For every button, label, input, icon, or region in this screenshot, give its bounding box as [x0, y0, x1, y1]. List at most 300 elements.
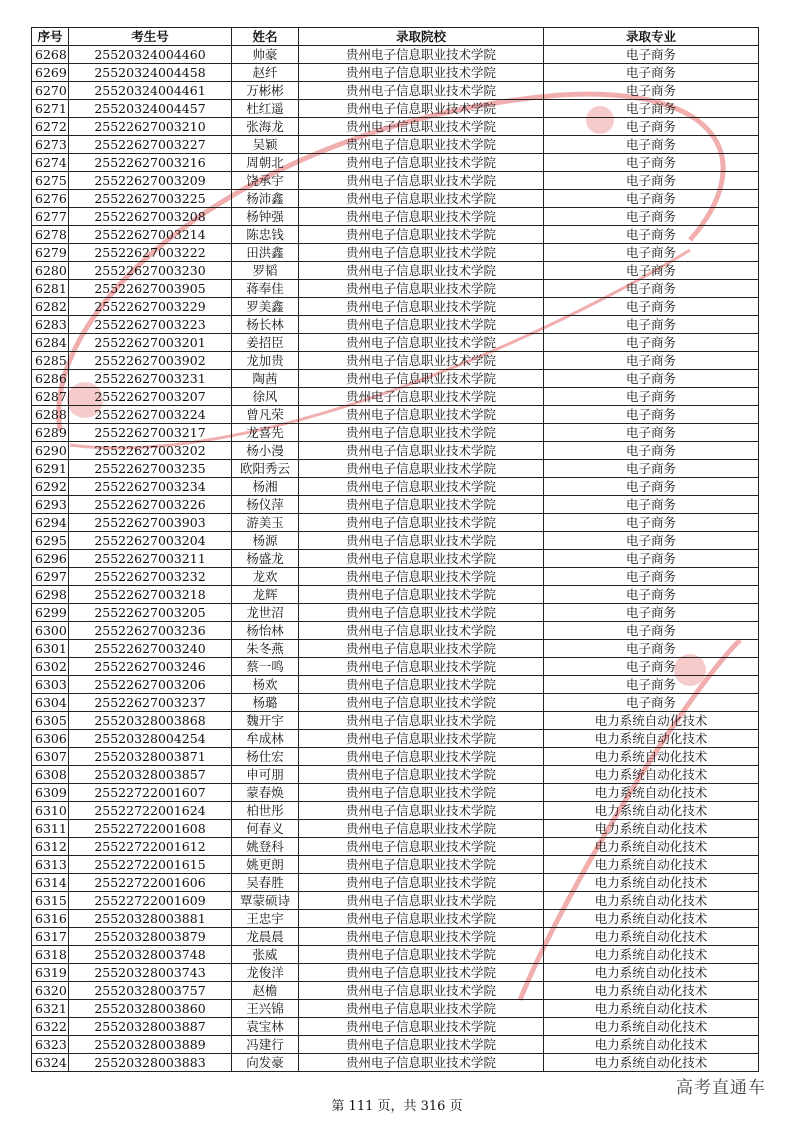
- cell-name: 冯建行: [232, 1036, 299, 1054]
- cell-seq: 6290: [32, 442, 69, 460]
- cell-school: 贵州电子信息职业技术学院: [299, 568, 544, 586]
- cell-major: 电子商务: [544, 514, 759, 532]
- cell-major: 电子商务: [544, 586, 759, 604]
- cell-major: 电子商务: [544, 568, 759, 586]
- cell-exam-no: 25522627003231: [69, 370, 232, 388]
- cell-name: 万彬彬: [232, 82, 299, 100]
- cell-school: 贵州电子信息职业技术学院: [299, 208, 544, 226]
- cell-major: 电力系统自动化技术: [544, 1036, 759, 1054]
- cell-major: 电子商务: [544, 460, 759, 478]
- cell-exam-no: 25522627003224: [69, 406, 232, 424]
- cell-seq: 6320: [32, 982, 69, 1000]
- cell-school: 贵州电子信息职业技术学院: [299, 460, 544, 478]
- cell-major: 电子商务: [544, 154, 759, 172]
- cell-seq: 6296: [32, 550, 69, 568]
- watermark-text: 高考直通车: [676, 1078, 766, 1098]
- cell-seq: 6303: [32, 676, 69, 694]
- cell-name: 张威: [232, 946, 299, 964]
- cell-name: 杨仪萍: [232, 496, 299, 514]
- cell-seq: 6272: [32, 118, 69, 136]
- cell-major: 电子商务: [544, 550, 759, 568]
- cell-seq: 6307: [32, 748, 69, 766]
- cell-seq: 6313: [32, 856, 69, 874]
- cell-seq: 6308: [32, 766, 69, 784]
- cell-exam-no: 25522722001624: [69, 802, 232, 820]
- table-row: [32, 946, 759, 964]
- cell-exam-no: 25520328004254: [69, 730, 232, 748]
- cell-exam-no: 25522627003232: [69, 568, 232, 586]
- cell-school: 贵州电子信息职业技术学院: [299, 910, 544, 928]
- cell-seq: 6310: [32, 802, 69, 820]
- table-row: [32, 496, 759, 514]
- cell-name: 王忠宇: [232, 910, 299, 928]
- cell-name: 杨璐: [232, 694, 299, 712]
- cell-name: 袁宝林: [232, 1018, 299, 1036]
- cell-exam-no: 25522627003902: [69, 352, 232, 370]
- cell-school: 贵州电子信息职业技术学院: [299, 316, 544, 334]
- cell-exam-no: 25522627003240: [69, 640, 232, 658]
- cell-name: 罗韬: [232, 262, 299, 280]
- table-row: [32, 622, 759, 640]
- cell-school: 贵州电子信息职业技术学院: [299, 64, 544, 82]
- cell-name: 饶承宇: [232, 172, 299, 190]
- cell-school: 贵州电子信息职业技术学院: [299, 550, 544, 568]
- cell-exam-no: 25520328003879: [69, 928, 232, 946]
- cell-major: 电子商务: [544, 442, 759, 460]
- cell-school: 贵州电子信息职业技术学院: [299, 262, 544, 280]
- table-row: [32, 64, 759, 82]
- cell-school: 贵州电子信息职业技术学院: [299, 946, 544, 964]
- cell-seq: 6312: [32, 838, 69, 856]
- table-row: [32, 208, 759, 226]
- cell-name: 吴颖: [232, 136, 299, 154]
- cell-exam-no: 25522627003903: [69, 514, 232, 532]
- cell-school: 贵州电子信息职业技术学院: [299, 1054, 544, 1072]
- cell-school: 贵州电子信息职业技术学院: [299, 298, 544, 316]
- cell-major: 电力系统自动化技术: [544, 784, 759, 802]
- cell-school: 贵州电子信息职业技术学院: [299, 586, 544, 604]
- cell-school: 贵州电子信息职业技术学院: [299, 478, 544, 496]
- table-row: [32, 766, 759, 784]
- table-row: [32, 244, 759, 262]
- cell-major: 电子商务: [544, 208, 759, 226]
- cell-seq: 6286: [32, 370, 69, 388]
- cell-major: 电子商务: [544, 262, 759, 280]
- cell-major: 电子商务: [544, 676, 759, 694]
- cell-seq: 6275: [32, 172, 69, 190]
- cell-major: 电力系统自动化技术: [544, 802, 759, 820]
- cell-seq: 6283: [32, 316, 69, 334]
- table-row: [32, 406, 759, 424]
- header-seq: 序号: [32, 28, 69, 46]
- table-row: [32, 712, 759, 730]
- cell-exam-no: 25522627003230: [69, 262, 232, 280]
- cell-name: 龙喜先: [232, 424, 299, 442]
- cell-school: 贵州电子信息职业技术学院: [299, 622, 544, 640]
- cell-name: 杨怡林: [232, 622, 299, 640]
- cell-seq: 6280: [32, 262, 69, 280]
- cell-exam-no: 25520324004461: [69, 82, 232, 100]
- cell-exam-no: 25520324004458: [69, 64, 232, 82]
- cell-seq: 6297: [32, 568, 69, 586]
- cell-name: 陶茜: [232, 370, 299, 388]
- cell-exam-no: 25522627003234: [69, 478, 232, 496]
- cell-name: 张海龙: [232, 118, 299, 136]
- table-row: [32, 136, 759, 154]
- table-row: [32, 748, 759, 766]
- cell-school: 贵州电子信息职业技术学院: [299, 766, 544, 784]
- cell-major: 电子商务: [544, 280, 759, 298]
- cell-major: 电子商务: [544, 604, 759, 622]
- cell-name: 姚登科: [232, 838, 299, 856]
- cell-name: 周朝北: [232, 154, 299, 172]
- cell-exam-no: 25520324004460: [69, 46, 232, 64]
- cell-seq: 6278: [32, 226, 69, 244]
- cell-exam-no: 25520328003857: [69, 766, 232, 784]
- table-row: [32, 1036, 759, 1054]
- table-body: [32, 46, 759, 1072]
- cell-school: 贵州电子信息职业技术学院: [299, 352, 544, 370]
- cell-exam-no: 25520328003887: [69, 1018, 232, 1036]
- table-row: [32, 424, 759, 442]
- cell-seq: 6317: [32, 928, 69, 946]
- cell-seq: 6305: [32, 712, 69, 730]
- cell-name: 朱冬燕: [232, 640, 299, 658]
- table-row: [32, 784, 759, 802]
- cell-exam-no: 25522627003201: [69, 334, 232, 352]
- cell-name: 杨沛鑫: [232, 190, 299, 208]
- cell-seq: 6301: [32, 640, 69, 658]
- cell-school: 贵州电子信息职业技术学院: [299, 532, 544, 550]
- cell-school: 贵州电子信息职业技术学院: [299, 370, 544, 388]
- cell-school: 贵州电子信息职业技术学院: [299, 658, 544, 676]
- cell-exam-no: 25520328003860: [69, 1000, 232, 1018]
- cell-seq: 6294: [32, 514, 69, 532]
- cell-seq: 6319: [32, 964, 69, 982]
- cell-name: 向发豪: [232, 1054, 299, 1072]
- cell-seq: 6300: [32, 622, 69, 640]
- table-row: [32, 910, 759, 928]
- table-row: [32, 658, 759, 676]
- cell-exam-no: 25522627003216: [69, 154, 232, 172]
- cell-seq: 6318: [32, 946, 69, 964]
- cell-major: 电子商务: [544, 298, 759, 316]
- cell-exam-no: 25522627003246: [69, 658, 232, 676]
- cell-seq: 6299: [32, 604, 69, 622]
- cell-seq: 6309: [32, 784, 69, 802]
- table-row: [32, 190, 759, 208]
- table-header-row: [32, 28, 759, 46]
- cell-exam-no: 25522627003205: [69, 604, 232, 622]
- cell-seq: 6306: [32, 730, 69, 748]
- cell-major: 电子商务: [544, 694, 759, 712]
- cell-major: 电力系统自动化技术: [544, 712, 759, 730]
- cell-name: 龙世沼: [232, 604, 299, 622]
- cell-major: 电子商务: [544, 226, 759, 244]
- table-row: [32, 838, 759, 856]
- cell-exam-no: 25522627003905: [69, 280, 232, 298]
- cell-name: 蒋奉佳: [232, 280, 299, 298]
- cell-name: 田洪鑫: [232, 244, 299, 262]
- cell-name: 龙欢: [232, 568, 299, 586]
- table-row: [32, 550, 759, 568]
- table-row: [32, 118, 759, 136]
- cell-major: 电子商务: [544, 658, 759, 676]
- cell-seq: 6287: [32, 388, 69, 406]
- cell-name: 欧阳秀云: [232, 460, 299, 478]
- cell-school: 贵州电子信息职业技术学院: [299, 496, 544, 514]
- cell-seq: 6269: [32, 64, 69, 82]
- cell-exam-no: 25522722001615: [69, 856, 232, 874]
- cell-exam-no: 25522627003204: [69, 532, 232, 550]
- cell-major: 电子商务: [544, 136, 759, 154]
- cell-seq: 6288: [32, 406, 69, 424]
- cell-exam-no: 25522627003206: [69, 676, 232, 694]
- header-name: 姓名: [232, 28, 299, 46]
- table-row: [32, 46, 759, 64]
- cell-name: 杨欢: [232, 676, 299, 694]
- cell-school: 贵州电子信息职业技术学院: [299, 406, 544, 424]
- table-row: [32, 820, 759, 838]
- cell-major: 电子商务: [544, 172, 759, 190]
- cell-school: 贵州电子信息职业技术学院: [299, 838, 544, 856]
- cell-exam-no: 25522627003207: [69, 388, 232, 406]
- cell-name: 陈忠钱: [232, 226, 299, 244]
- cell-seq: 6281: [32, 280, 69, 298]
- cell-school: 贵州电子信息职业技术学院: [299, 928, 544, 946]
- table-row: [32, 280, 759, 298]
- table-row: [32, 586, 759, 604]
- table-row: [32, 568, 759, 586]
- cell-school: 贵州电子信息职业技术学院: [299, 730, 544, 748]
- cell-school: 贵州电子信息职业技术学院: [299, 118, 544, 136]
- cell-exam-no: 25520328003871: [69, 748, 232, 766]
- cell-name: 龙俊洋: [232, 964, 299, 982]
- cell-major: 电子商务: [544, 496, 759, 514]
- cell-seq: 6298: [32, 586, 69, 604]
- cell-seq: 6274: [32, 154, 69, 172]
- table-row: [32, 532, 759, 550]
- cell-seq: 6291: [32, 460, 69, 478]
- cell-exam-no: 25520328003748: [69, 946, 232, 964]
- cell-major: 电力系统自动化技术: [544, 856, 759, 874]
- cell-major: 电子商务: [544, 244, 759, 262]
- cell-school: 贵州电子信息职业技术学院: [299, 1000, 544, 1018]
- cell-school: 贵州电子信息职业技术学院: [299, 226, 544, 244]
- cell-school: 贵州电子信息职业技术学院: [299, 1018, 544, 1036]
- cell-name: 杨钟强: [232, 208, 299, 226]
- cell-seq: 6295: [32, 532, 69, 550]
- cell-major: 电子商务: [544, 478, 759, 496]
- cell-school: 贵州电子信息职业技术学院: [299, 136, 544, 154]
- header-major: 录取专业: [544, 28, 759, 46]
- table-row: [32, 172, 759, 190]
- cell-major: 电子商务: [544, 370, 759, 388]
- cell-name: 杨源: [232, 532, 299, 550]
- cell-exam-no: 25522627003226: [69, 496, 232, 514]
- cell-name: 杨小漫: [232, 442, 299, 460]
- cell-exam-no: 25522627003235: [69, 460, 232, 478]
- cell-major: 电子商务: [544, 406, 759, 424]
- cell-seq: 6282: [32, 298, 69, 316]
- cell-name: 赵檐: [232, 982, 299, 1000]
- cell-major: 电力系统自动化技术: [544, 1000, 759, 1018]
- cell-name: 龙晨晨: [232, 928, 299, 946]
- cell-seq: 6315: [32, 892, 69, 910]
- cell-exam-no: 25522627003236: [69, 622, 232, 640]
- cell-name: 杜红遥: [232, 100, 299, 118]
- cell-major: 电力系统自动化技术: [544, 982, 759, 1000]
- table-row: [32, 874, 759, 892]
- cell-school: 贵州电子信息职业技术学院: [299, 190, 544, 208]
- table-row: [32, 730, 759, 748]
- cell-school: 贵州电子信息职业技术学院: [299, 424, 544, 442]
- cell-name: 杨仕宏: [232, 748, 299, 766]
- cell-name: 申可朋: [232, 766, 299, 784]
- cell-major: 电力系统自动化技术: [544, 1018, 759, 1036]
- cell-seq: 6304: [32, 694, 69, 712]
- cell-exam-no: 25522627003218: [69, 586, 232, 604]
- table-row: [32, 442, 759, 460]
- cell-seq: 6322: [32, 1018, 69, 1036]
- cell-seq: 6279: [32, 244, 69, 262]
- cell-major: 电子商务: [544, 316, 759, 334]
- cell-name: 姚更朗: [232, 856, 299, 874]
- cell-exam-no: 25520328003881: [69, 910, 232, 928]
- cell-seq: 6268: [32, 46, 69, 64]
- cell-seq: 6276: [32, 190, 69, 208]
- cell-name: 帅豪: [232, 46, 299, 64]
- cell-name: 吴春胜: [232, 874, 299, 892]
- table-row: [32, 262, 759, 280]
- cell-school: 贵州电子信息职业技术学院: [299, 892, 544, 910]
- table-row: [32, 964, 759, 982]
- cell-name: 龙辉: [232, 586, 299, 604]
- cell-major: 电子商务: [544, 64, 759, 82]
- table-row: [32, 334, 759, 352]
- cell-major: 电力系统自动化技术: [544, 946, 759, 964]
- cell-major: 电子商务: [544, 622, 759, 640]
- cell-major: 电力系统自动化技术: [544, 820, 759, 838]
- cell-major: 电力系统自动化技术: [544, 892, 759, 910]
- table-row: [32, 892, 759, 910]
- cell-name: 罗美鑫: [232, 298, 299, 316]
- cell-school: 贵州电子信息职业技术学院: [299, 676, 544, 694]
- table-row: [32, 370, 759, 388]
- cell-seq: 6314: [32, 874, 69, 892]
- cell-exam-no: 25522627003227: [69, 136, 232, 154]
- cell-seq: 6285: [32, 352, 69, 370]
- cell-major: 电子商务: [544, 46, 759, 64]
- table-row: [32, 460, 759, 478]
- cell-name: 何春义: [232, 820, 299, 838]
- cell-school: 贵州电子信息职业技术学院: [299, 856, 544, 874]
- cell-major: 电力系统自动化技术: [544, 928, 759, 946]
- table-row: [32, 856, 759, 874]
- cell-exam-no: 25522722001607: [69, 784, 232, 802]
- cell-name: 赵纤: [232, 64, 299, 82]
- cell-school: 贵州电子信息职业技术学院: [299, 982, 544, 1000]
- cell-school: 贵州电子信息职业技术学院: [299, 82, 544, 100]
- cell-major: 电子商务: [544, 388, 759, 406]
- cell-school: 贵州电子信息职业技术学院: [299, 514, 544, 532]
- cell-exam-no: 25522627003211: [69, 550, 232, 568]
- cell-name: 蒙春焕: [232, 784, 299, 802]
- cell-seq: 6270: [32, 82, 69, 100]
- cell-exam-no: 25522627003223: [69, 316, 232, 334]
- table-row: [32, 226, 759, 244]
- cell-name: 龙加贵: [232, 352, 299, 370]
- cell-school: 贵州电子信息职业技术学院: [299, 388, 544, 406]
- cell-major: 电子商务: [544, 424, 759, 442]
- cell-name: 杨长林: [232, 316, 299, 334]
- cell-exam-no: 25522722001612: [69, 838, 232, 856]
- cell-exam-no: 25520328003883: [69, 1054, 232, 1072]
- cell-exam-no: 25520328003757: [69, 982, 232, 1000]
- cell-major: 电子商务: [544, 82, 759, 100]
- cell-seq: 6323: [32, 1036, 69, 1054]
- cell-school: 贵州电子信息职业技术学院: [299, 244, 544, 262]
- cell-major: 电子商务: [544, 640, 759, 658]
- header-school: 录取院校: [299, 28, 544, 46]
- cell-seq: 6302: [32, 658, 69, 676]
- table-row: [32, 316, 759, 334]
- cell-seq: 6271: [32, 100, 69, 118]
- cell-name: 王兴锦: [232, 1000, 299, 1018]
- cell-exam-no: 25522722001609: [69, 892, 232, 910]
- cell-name: 杨盛龙: [232, 550, 299, 568]
- cell-school: 贵州电子信息职业技术学院: [299, 604, 544, 622]
- table-row: [32, 982, 759, 1000]
- table-row: [32, 640, 759, 658]
- cell-seq: 6284: [32, 334, 69, 352]
- cell-major: 电力系统自动化技术: [544, 766, 759, 784]
- cell-exam-no: 25522627003222: [69, 244, 232, 262]
- table-row: [32, 694, 759, 712]
- cell-exam-no: 25520328003889: [69, 1036, 232, 1054]
- cell-school: 贵州电子信息职业技术学院: [299, 964, 544, 982]
- cell-school: 贵州电子信息职业技术学院: [299, 46, 544, 64]
- cell-seq: 6293: [32, 496, 69, 514]
- cell-name: 魏开宇: [232, 712, 299, 730]
- cell-major: 电子商务: [544, 334, 759, 352]
- admission-table: [31, 27, 759, 1072]
- cell-seq: 6324: [32, 1054, 69, 1072]
- cell-name: 曾凡荣: [232, 406, 299, 424]
- cell-name: 柏世彤: [232, 802, 299, 820]
- cell-seq: 6316: [32, 910, 69, 928]
- table-row: [32, 1054, 759, 1072]
- cell-major: 电力系统自动化技术: [544, 874, 759, 892]
- cell-major: 电力系统自动化技术: [544, 910, 759, 928]
- header-exam-no: 考生号: [69, 28, 232, 46]
- cell-school: 贵州电子信息职业技术学院: [299, 280, 544, 298]
- cell-school: 贵州电子信息职业技术学院: [299, 172, 544, 190]
- cell-name: 姜招臣: [232, 334, 299, 352]
- cell-major: 电子商务: [544, 532, 759, 550]
- table-row: [32, 352, 759, 370]
- cell-major: 电子商务: [544, 190, 759, 208]
- table-row: [32, 1000, 759, 1018]
- cell-major: 电子商务: [544, 118, 759, 136]
- cell-school: 贵州电子信息职业技术学院: [299, 442, 544, 460]
- cell-school: 贵州电子信息职业技术学院: [299, 712, 544, 730]
- cell-school: 贵州电子信息职业技术学院: [299, 802, 544, 820]
- cell-major: 电力系统自动化技术: [544, 964, 759, 982]
- table-row: [32, 154, 759, 172]
- table-row: [32, 928, 759, 946]
- table-row: [32, 604, 759, 622]
